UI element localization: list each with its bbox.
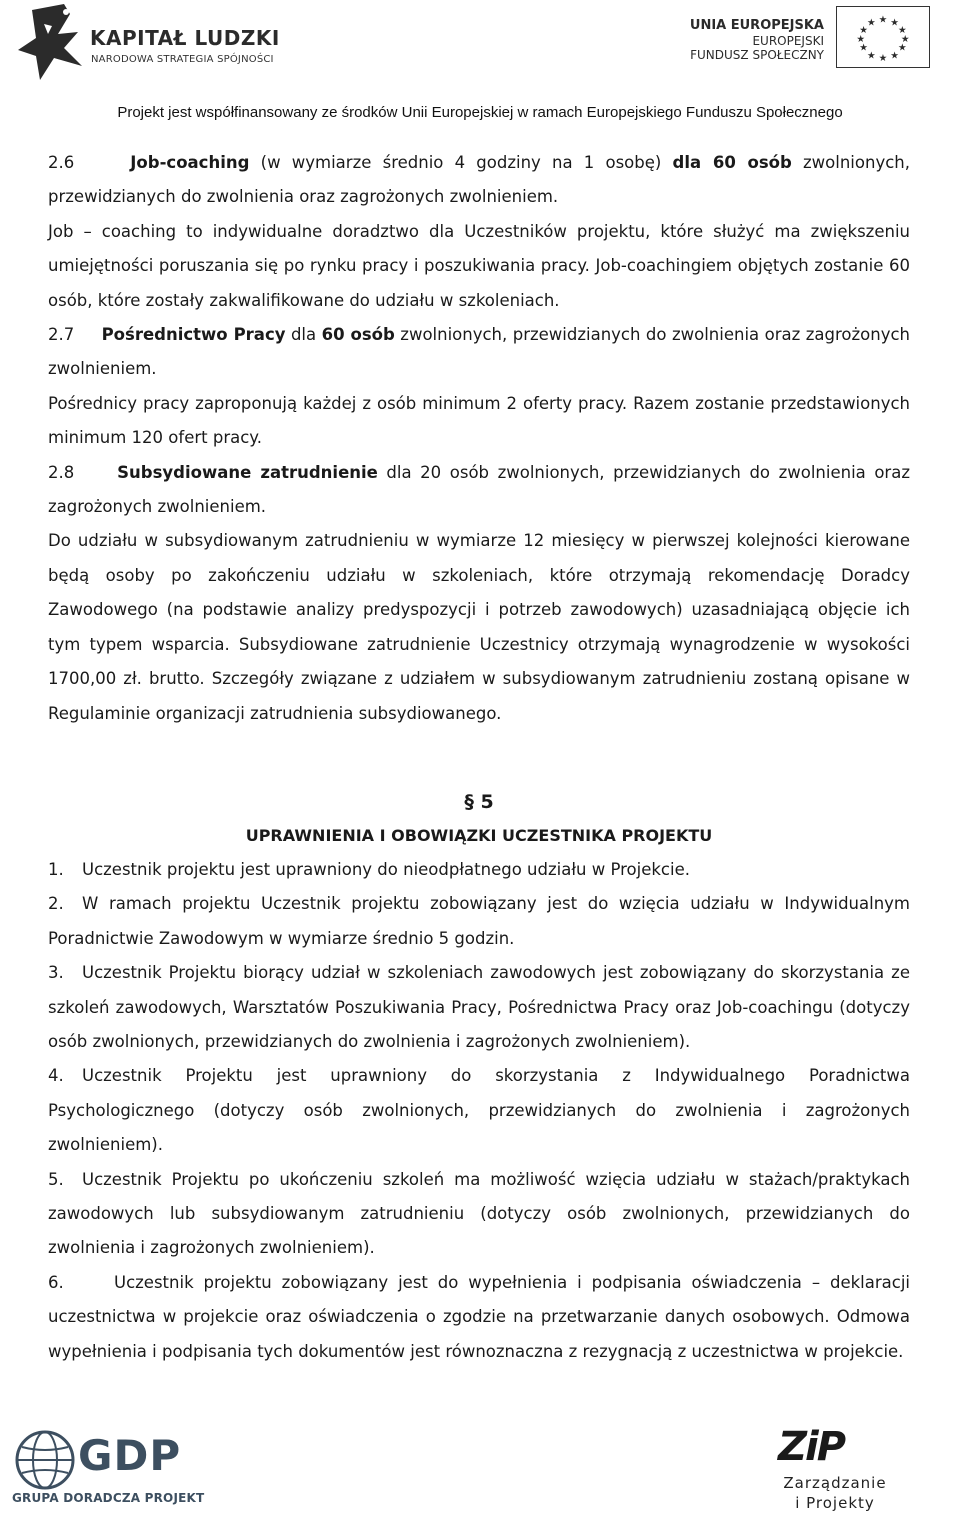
eu-flag-icon	[836, 6, 930, 68]
section-2-6-title: Job-coaching	[130, 153, 250, 172]
svg-text:★: ★	[890, 50, 899, 62]
unia-europejska-logo	[680, 6, 930, 72]
section-2-7-heading: 2.7 Pośrednictwo Pracy dla 60 osób zwolnionych, przewidzianych do zwolnienia oraz zagrożonych zwolnieniem.	[48, 325, 910, 379]
section-5-title: UPRAWNIENIA I OBOWIĄZKI UCZESTNIKA PROJEKTU	[245, 825, 713, 845]
list-item: 3. Uczestnik Projektu biorący udział w szkoleniach zawodowych jest zobowiązany do skorzystania ze szkoleń zawodowych, Warsztatów Poszukiwania Pracy, Pośrednictwa Pracy oraz Job-coachingu (dotyczy osób zwolnionych, przewidzianych do zwolnienia i zagrożonych zwolnieniem).	[48, 963, 910, 1051]
svg-text:★: ★	[867, 17, 876, 29]
svg-text:★: ★	[900, 33, 910, 45]
document-body	[48, 146, 910, 1369]
cofinancing-note: Projekt jest współfinansowany ze środków Unii Europejskiej w ramach Europejskiego Funduszu Społecznego	[117, 104, 843, 121]
svg-text:★: ★	[890, 17, 899, 29]
list-item: 5. Uczestnik Projektu po ukończeniu szkoleń ma możliwość wzięcia udziału w stażach/praktykach zawodowych lub subsydiowanym zatrudnieniu (dotyczy osób zwolnionych, przewidzianych do zwolnienia i zagrożonych zwolnieniem).	[48, 1169, 910, 1258]
zip-title: ZiP	[778, 1424, 845, 1470]
list-item: 6. Uczestnik projektu zobowiązany jest do wypełnienia i podpisania oświadczenia – deklaracji uczestnictwa w projekcie oraz oświadczenia o zgodzie na przetwarzanie danych osobowych. Odmowa wypełnienia i podpisania tych dokumentów jest równoznaczna z rezygnacją z uczestnictwa w projekcie.	[48, 1272, 910, 1361]
svg-text:★: ★	[898, 25, 907, 37]
kapital-ludzki-title: KAPITAŁ LUDZKI	[90, 26, 280, 50]
section-2-6-heading: 2.6 Job-coaching (w wymiarze średnio 4 godziny na 1 osobę) dla 60 osób zwolnionych, przewidzianych do zwolnienia oraz zagrożonych zwolnieniem.	[48, 153, 910, 207]
section-2-8-title: Subsydiowane zatrudnienie	[117, 462, 378, 482]
kapital-ludzki-logo	[18, 4, 278, 84]
zip-logo	[756, 1424, 916, 1514]
svg-text:★: ★	[867, 50, 876, 62]
svg-text:★: ★	[878, 14, 888, 26]
kapital-ludzki-subtitle: NARODOWA STRATEGIA SPÓJNOŚCI	[91, 54, 274, 65]
svg-text:★: ★	[898, 42, 907, 54]
svg-text:★: ★	[856, 33, 866, 45]
list-item: 2. W ramach projektu Uczestnik projektu zobowiązany jest do wzięcia udziału w Indywidualnym Poradnictwie Zawodowym w wymiarze średnio 5 godzin.	[48, 894, 910, 948]
list-item: 1. Uczestnik projektu jest uprawniony do nieodpłatnego udziału w Projekcie.	[48, 859, 690, 879]
ue-subtitle-1: EUROPEJSKI	[752, 34, 824, 48]
page-footer	[0, 1420, 960, 1515]
page-header	[0, 0, 960, 132]
section-2-8-description: Do udziału w subsydiowanym zatrudnieniu w wymiarze 12 miesięcy w pierwszej kolejności kierowane będą osoby po zakończeniu udziału w szkoleniach, które otrzymają rekomendację Doradcy Zawodowego (na podstawie analizy predyspozycji i potrzeb zawodowych) uzasadniającą objęcie ich tym typem wsparcia. Subsydiowane zatrudnienie Uczestnicy otrzymają wynagrodzenie w wysokości 1700,00 zł. brutto. Szczegóły związane z udziałem w subsydiowanym zatrudnieniu zostaną opisane w Regulaminie organizacji zatrudnienia subsydiowanego.	[48, 531, 910, 723]
ue-title: UNIA EUROPEJSKA	[689, 18, 824, 33]
svg-text:★: ★	[878, 53, 888, 65]
kapital-ludzki-star-icon	[18, 4, 92, 82]
zip-subtitle-2: i Projekty	[795, 1494, 875, 1512]
list-item: 4. Uczestnik Projektu jest uprawniony do skorzystania z Indywidualnego Poradnictwa Psychologicznego (dotyczy osób zwolnionych, przewidzianych do zwolnienia i zagrożonych zwolnieniem).	[48, 1066, 910, 1155]
gdp-globe-icon	[14, 1429, 76, 1491]
section-2-7-title: Pośrednictwo Pracy	[101, 325, 286, 345]
section-2-8-heading: 2.8 Subsydiowane zatrudnienie dla 20 osób zwolnionych, przewidzianych do zwolnienia oraz zagrożonych zwolnieniem.	[48, 462, 910, 517]
ue-subtitle-2: FUNDUSZ SPOŁECZNY	[690, 48, 824, 62]
zip-subtitle-1: Zarządzanie	[783, 1474, 887, 1492]
svg-text:★: ★	[859, 25, 868, 37]
gdp-title: GDP	[78, 1431, 182, 1480]
paragraph-sign: § 5	[464, 790, 494, 813]
section-2-6-description: Job – coaching to indywidualne doradztwo dla Uczestników projektu, które służyć ma zwiększeniu umiejętności poruszania się po rynku pracy i poszukiwania pracy. Job-coachingiem objętych zostanie 60 osób, które zostały zakwalifikowane do udziału w szkoleniach.	[48, 221, 910, 310]
section-2-7-description: Pośrednicy pracy zaproponują każdej z osób minimum 2 oferty pracy. Razem zostanie przedstawionych minimum 120 ofert pracy.	[48, 393, 910, 448]
gdp-subtitle: GRUPA DORADCZA PROJEKT	[12, 1491, 205, 1505]
svg-text:★: ★	[859, 42, 868, 54]
gdp-logo	[10, 1425, 220, 1515]
